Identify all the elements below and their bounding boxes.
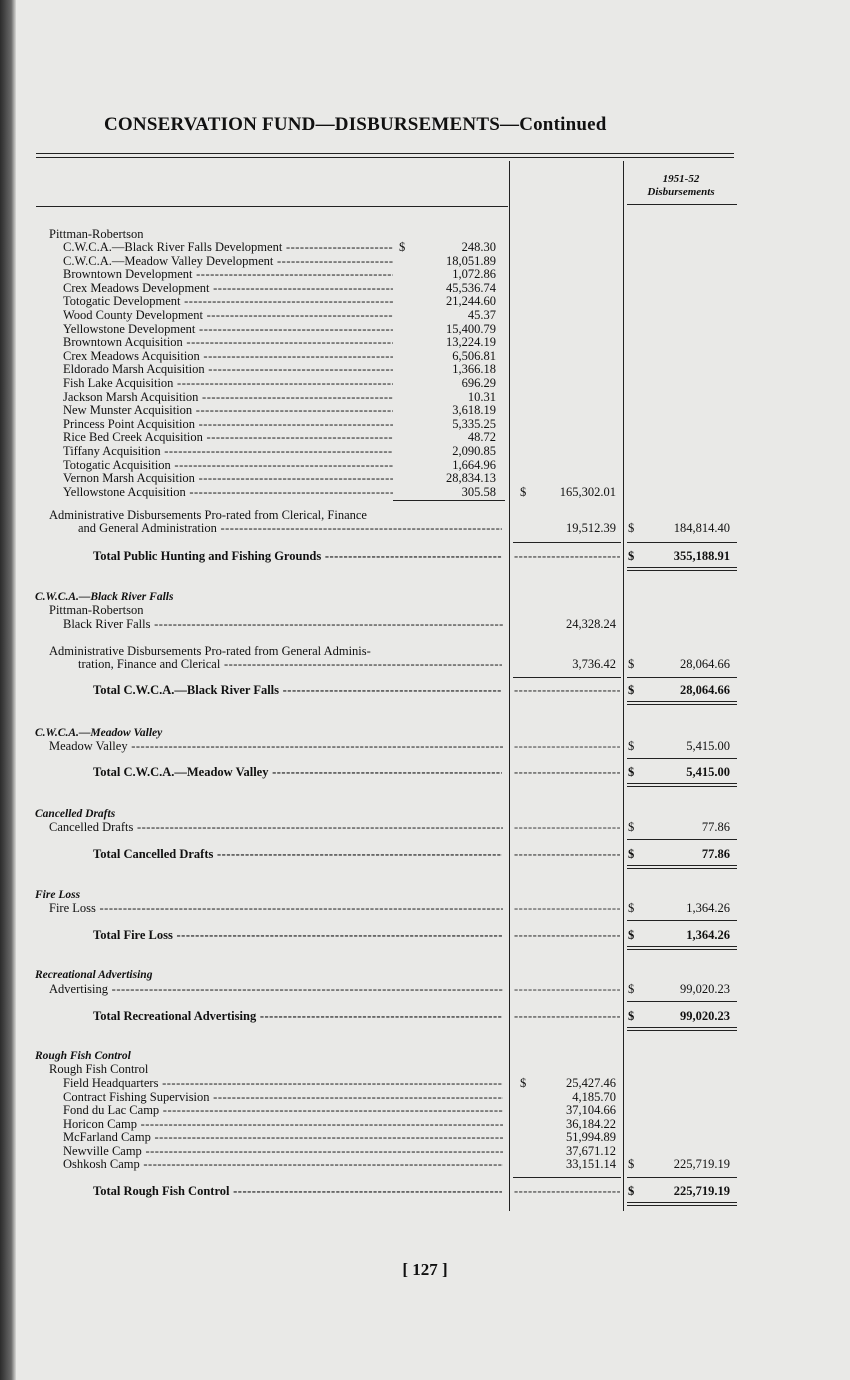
rf-total: 225,719.19 bbox=[673, 1184, 730, 1198]
rf-item-amount: 36,184.22 bbox=[566, 1116, 616, 1131]
fl-total-label: Total Fire Loss ----- bbox=[93, 929, 502, 942]
pr-item-amount: 696.29 bbox=[461, 376, 496, 390]
pr-item-amount: 2,090.85 bbox=[452, 444, 496, 458]
page-number: [ 127 ] bbox=[402, 1260, 448, 1279]
mv-total-row bbox=[0, 766, 850, 779]
section-heading-rough-fish-control: Rough Fish Control bbox=[35, 1050, 131, 1062]
rf-item-row bbox=[0, 1131, 850, 1144]
rule bbox=[513, 677, 621, 678]
pr-admin-label-1: Administrative Disbursements Pro-rated from Clerical, Finance bbox=[49, 509, 367, 522]
mv-total-label: Total C.W.C.A.—Meadow Valley ----- bbox=[93, 766, 502, 779]
rf-item-amount: 4,185.70 bbox=[572, 1089, 616, 1104]
rf-item-row bbox=[0, 1118, 850, 1131]
pr-heading-row bbox=[0, 228, 850, 241]
dash-leader bbox=[514, 929, 620, 942]
rf-item-label: Contract Fishing Supervision ----- bbox=[63, 1091, 503, 1104]
pr-item-row bbox=[0, 255, 850, 268]
header-rule-top bbox=[36, 153, 734, 154]
section-heading-fire-loss: Fire Loss bbox=[35, 889, 81, 901]
pr-item-label: Eldorado Marsh Acquisition ----- bbox=[63, 363, 393, 376]
rule bbox=[627, 839, 737, 840]
rf-item-amount: 37,104.66 bbox=[566, 1103, 616, 1117]
rf-item-amount: 33,151.14 bbox=[566, 1157, 616, 1171]
br-sub-row bbox=[0, 604, 850, 617]
pr-item-amount: 21,244.60 bbox=[446, 294, 496, 309]
pr-item-row bbox=[0, 336, 850, 349]
pr-item-label: Rice Bed Creek Acquisition ----- bbox=[63, 431, 393, 444]
pr-item-row bbox=[0, 363, 850, 376]
dollar-sign: $ bbox=[628, 847, 635, 861]
rf-item-row bbox=[0, 1077, 850, 1090]
dollar-sign: $ bbox=[628, 765, 635, 779]
pr-item-row bbox=[0, 323, 850, 336]
br-total-row bbox=[0, 684, 850, 697]
pr-item-amount: 48.72 bbox=[467, 430, 496, 445]
pr-item-amount: 305.58 bbox=[461, 484, 496, 499]
pr-item-amount: 3,618.19 bbox=[452, 403, 496, 418]
pr-item-label: Jackson Marsh Acquisition ----- bbox=[63, 391, 393, 404]
rf-sub-row bbox=[0, 1063, 850, 1076]
pr-item-row bbox=[0, 445, 850, 458]
rf-total-label: Total Rough Fish Control ----- bbox=[93, 1185, 502, 1198]
pr-item-amount: 1,664.96 bbox=[452, 457, 496, 472]
dollar-sign: $ bbox=[628, 928, 635, 942]
pr-grand-total: 355,188.91 bbox=[673, 549, 730, 563]
rf-item-row bbox=[0, 1104, 850, 1117]
br-item-row bbox=[0, 618, 850, 631]
pr-item-row bbox=[0, 486, 850, 499]
rule bbox=[513, 1177, 621, 1178]
double-rule bbox=[627, 1202, 737, 1206]
dash-leader bbox=[514, 550, 620, 563]
rf-item-label: Horicon Camp ----- bbox=[63, 1118, 503, 1131]
double-rule bbox=[627, 946, 737, 950]
column-header-label: Disbursements bbox=[647, 186, 715, 198]
pr-item-label: Wood County Development ----- bbox=[63, 309, 393, 322]
pr-item-label: Crex Meadows Acquisition ----- bbox=[63, 350, 393, 363]
dollar-sign: $ bbox=[628, 1157, 635, 1171]
pr-item-row bbox=[0, 309, 850, 322]
dollar-sign: $ bbox=[628, 901, 635, 915]
dollar-sign: $ bbox=[399, 240, 406, 254]
header-underline-right bbox=[627, 204, 737, 205]
dash-leader bbox=[514, 902, 620, 915]
ra-item-row bbox=[0, 983, 850, 996]
fl-item-label: Fire Loss ----- bbox=[49, 902, 503, 915]
fl-total-row bbox=[0, 929, 850, 942]
br-admin-row-2 bbox=[0, 658, 850, 671]
pr-item-label: Browntown Acquisition ----- bbox=[63, 336, 393, 349]
rf-item-amount: 25,427.46 bbox=[566, 1076, 616, 1090]
rf-item-amount: 37,671.12 bbox=[566, 1143, 616, 1158]
pr-item-amount: 5,335.25 bbox=[452, 416, 496, 431]
ra-total-label: Total Recreational Advertising ----- bbox=[93, 1010, 502, 1023]
dash-leader bbox=[514, 821, 620, 834]
ra-total-row bbox=[0, 1010, 850, 1023]
dash-leader bbox=[514, 983, 620, 996]
br-admin-amount: 3,736.42 bbox=[572, 657, 616, 671]
dash-leader bbox=[514, 1010, 620, 1023]
pr-grand-total-label: Total Public Hunting and Fishing Grounds ----- bbox=[93, 550, 502, 563]
cd-item-label: Cancelled Drafts ----- bbox=[49, 821, 503, 834]
rf-item-label: Field Headquarters ----- bbox=[63, 1077, 503, 1090]
pr-item-label: New Munster Acquisition ----- bbox=[63, 404, 393, 417]
rf-total-row bbox=[0, 1185, 850, 1198]
dollar-sign: $ bbox=[628, 1184, 635, 1198]
br-total-label: Total C.W.C.A.—Black River Falls ----- bbox=[93, 684, 502, 697]
pr-admin-total: 184,814.40 bbox=[673, 521, 730, 535]
dash-leader bbox=[514, 766, 620, 779]
double-rule bbox=[627, 701, 737, 705]
rf-item-amount: 51,994.89 bbox=[566, 1130, 616, 1144]
pr-item-label: Totogatic Acquisition ----- bbox=[63, 459, 393, 472]
pr-item-label: C.W.C.A.—Black River Falls Development ----- bbox=[63, 241, 393, 254]
cd-total-label: Total Cancelled Drafts ----- bbox=[93, 848, 502, 861]
pr-item-label: C.W.C.A.—Meadow Valley Development ----- bbox=[63, 255, 393, 268]
rule bbox=[627, 542, 737, 543]
br-total: 28,064.66 bbox=[680, 683, 730, 697]
br-admin-label-1: Administrative Disbursements Pro-rated from General Adminis- bbox=[49, 645, 371, 658]
rf-item-row bbox=[0, 1158, 850, 1171]
rf-subtotal: 225,719.19 bbox=[673, 1157, 730, 1171]
dash-leader bbox=[514, 1185, 620, 1198]
fl-total: 1,364.26 bbox=[686, 928, 730, 942]
double-rule bbox=[627, 783, 737, 787]
pr-admin-amount: 19,512.39 bbox=[566, 521, 616, 535]
section-heading-meadow-valley: C.W.C.A.—Meadow Valley bbox=[35, 727, 163, 739]
dollar-sign: $ bbox=[628, 683, 635, 697]
pr-item-label: Browntown Development ----- bbox=[63, 268, 393, 281]
pr-item-row bbox=[0, 295, 850, 308]
rf-sub-heading: Rough Fish Control bbox=[49, 1063, 149, 1076]
rf-item-label: Newville Camp ----- bbox=[63, 1145, 503, 1158]
pr-item-row bbox=[0, 472, 850, 485]
rf-item-label: Fond du Lac Camp ----- bbox=[63, 1104, 503, 1117]
section-heading-black-river: C.W.C.A.—Black River Falls bbox=[35, 591, 174, 603]
pr-item-amount: 18,051.89 bbox=[446, 253, 496, 268]
dollar-sign: $ bbox=[628, 982, 635, 996]
br-admin-total: 28,064.66 bbox=[680, 657, 730, 671]
pr-item-amount: 28,834.13 bbox=[446, 471, 496, 486]
dollar-sign: $ bbox=[628, 549, 635, 563]
header-rule-bottom bbox=[36, 157, 734, 158]
ra-item-amount: 99,020.23 bbox=[680, 982, 730, 996]
pr-item-row bbox=[0, 350, 850, 363]
pr-item-row bbox=[0, 282, 850, 295]
cd-total: 77.86 bbox=[701, 847, 730, 861]
pr-item-amount: 1,366.18 bbox=[452, 362, 496, 377]
br-admin-label-2: tration, Finance and Clerical ----- bbox=[78, 658, 502, 671]
dash-leader bbox=[514, 684, 620, 697]
pr-item-amount: 13,224.19 bbox=[446, 335, 496, 350]
pr-item-amount: 6,506.81 bbox=[452, 348, 496, 363]
pr-item-row bbox=[0, 377, 850, 390]
pr-item-label: Fish Lake Acquisition ----- bbox=[63, 377, 393, 390]
pr-item-label: Yellowstone Development ----- bbox=[63, 323, 393, 336]
rf-item-label: Oshkosh Camp ----- bbox=[63, 1158, 503, 1171]
cd-item-amount: 77.86 bbox=[701, 820, 730, 834]
pr-item-amount: 1,072.86 bbox=[452, 267, 496, 282]
mv-item-label: Meadow Valley ----- bbox=[49, 740, 503, 753]
dollar-sign: $ bbox=[628, 820, 635, 834]
rf-item-label: McFarland Camp ----- bbox=[63, 1131, 503, 1144]
column-header-year: 1951-52 bbox=[662, 173, 700, 185]
pr-item-row bbox=[0, 431, 850, 444]
double-rule bbox=[627, 1027, 737, 1031]
dollar-sign: $ bbox=[628, 739, 635, 753]
pr-admin-label-2: and General Administration ----- bbox=[78, 522, 502, 535]
rule bbox=[513, 542, 621, 543]
br-item-label: Black River Falls ----- bbox=[63, 618, 503, 631]
cd-item-row bbox=[0, 821, 850, 834]
rule bbox=[627, 1177, 737, 1178]
pr-list-underline bbox=[393, 500, 505, 501]
pr-grand-total-row bbox=[0, 550, 850, 563]
dollar-sign: $ bbox=[628, 657, 635, 671]
page-title: CONSERVATION FUND—DISBURSEMENTS—Continued bbox=[104, 114, 607, 135]
pr-item-row bbox=[0, 418, 850, 431]
pr-item-row bbox=[0, 391, 850, 404]
dollar-sign: $ bbox=[520, 1076, 527, 1090]
pr-item-label: Yellowstone Acquisition ----- bbox=[63, 486, 393, 499]
fl-item-row bbox=[0, 902, 850, 915]
header-underline-left bbox=[36, 206, 508, 207]
double-rule bbox=[627, 567, 737, 571]
dollar-sign: $ bbox=[628, 1009, 635, 1023]
pr-subtotal: 165,302.01 bbox=[559, 484, 616, 499]
ra-total: 99,020.23 bbox=[680, 1009, 730, 1023]
pr-item-amount: 248.30 bbox=[461, 240, 496, 254]
pr-item-amount: 10.31 bbox=[467, 389, 496, 404]
pr-item-amount: 45.37 bbox=[467, 308, 496, 322]
dollar-sign: $ bbox=[520, 484, 527, 499]
pr-item-label: Crex Meadows Development ----- bbox=[63, 282, 393, 295]
rule bbox=[627, 758, 737, 759]
section-heading-recreational-advertising: Recreational Advertising bbox=[35, 969, 153, 981]
rf-item-row bbox=[0, 1145, 850, 1158]
rule bbox=[627, 920, 737, 921]
pr-item-label: Vernon Marsh Acquisition ----- bbox=[63, 472, 393, 485]
pr-item-label: Princess Point Acquisition ----- bbox=[63, 418, 393, 431]
section-heading-cancelled-drafts: Cancelled Drafts bbox=[35, 808, 116, 820]
br-sub-heading: Pittman-Robertson bbox=[49, 604, 144, 617]
pr-item-amount: 15,400.79 bbox=[446, 321, 496, 336]
ra-item-label: Advertising ----- bbox=[49, 983, 503, 996]
pr-item-label: Totogatic Development ----- bbox=[63, 295, 393, 308]
dash-leader bbox=[514, 848, 620, 861]
pr-item-label: Tiffany Acquisition ----- bbox=[63, 445, 393, 458]
pr-admin-row-2 bbox=[0, 522, 850, 535]
pr-item-amount: 45,536.74 bbox=[446, 280, 496, 295]
mv-item-amount: 5,415.00 bbox=[686, 739, 730, 753]
pr-item-row bbox=[0, 268, 850, 281]
pr-item-row bbox=[0, 241, 850, 254]
pr-item-row bbox=[0, 404, 850, 417]
mv-item-row bbox=[0, 740, 850, 753]
pr-item-row bbox=[0, 459, 850, 472]
dash-leader bbox=[514, 740, 620, 753]
rule bbox=[627, 677, 737, 678]
rf-item-row bbox=[0, 1091, 850, 1104]
double-rule bbox=[627, 865, 737, 869]
fl-item-amount: 1,364.26 bbox=[686, 901, 730, 915]
rule bbox=[627, 1001, 737, 1002]
pr-heading: Pittman-Robertson bbox=[49, 228, 144, 241]
cd-total-row bbox=[0, 848, 850, 861]
mv-total: 5,415.00 bbox=[686, 765, 730, 779]
dollar-sign: $ bbox=[628, 521, 635, 535]
br-item-amount: 24,328.24 bbox=[566, 617, 616, 631]
